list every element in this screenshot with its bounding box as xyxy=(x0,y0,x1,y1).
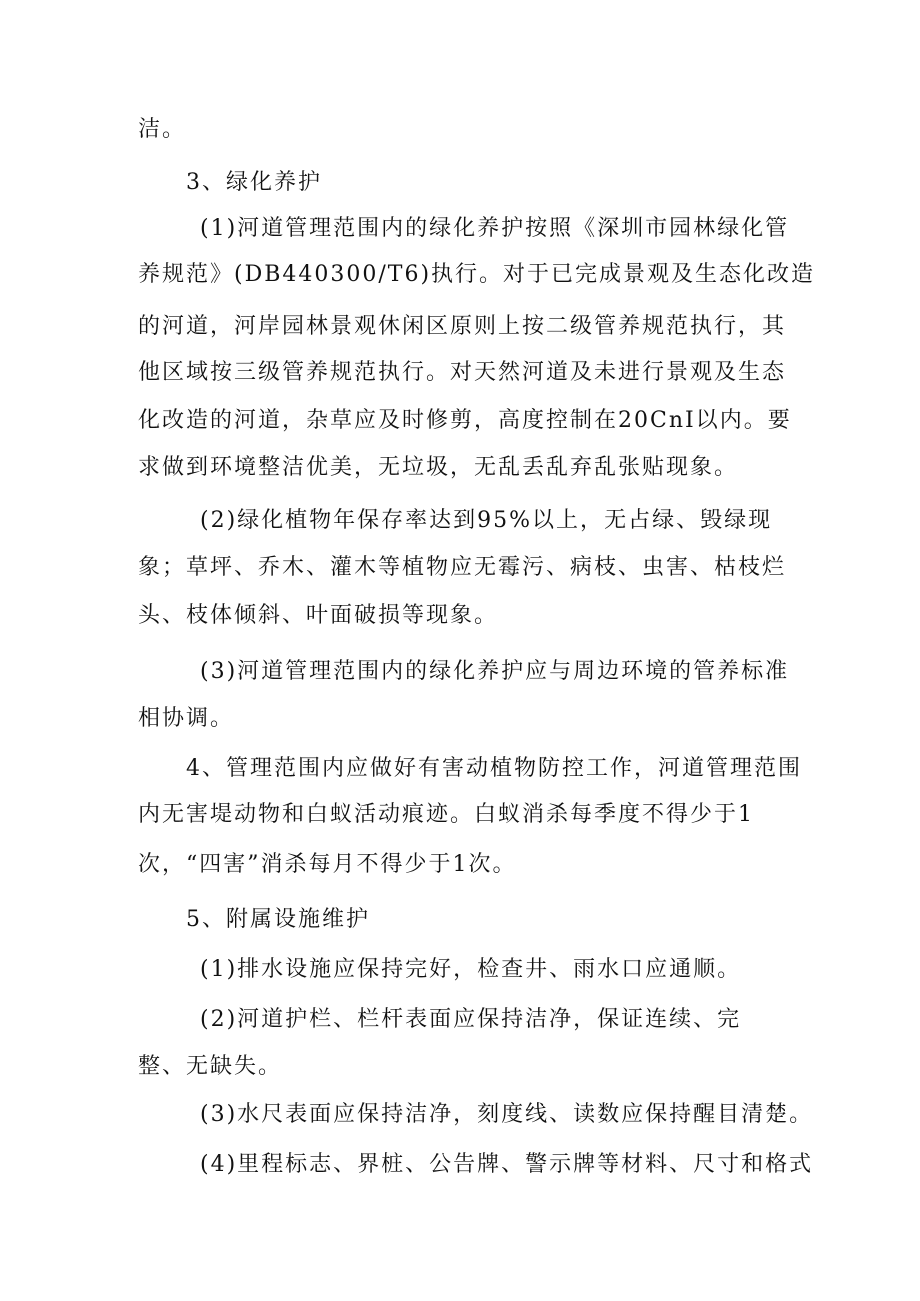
text-line: 象；草坪、乔木、灌木等植物应无霉污、病枝、虫害、枯枝烂 xyxy=(138,555,787,580)
text-line: 内无害堤动物和白蚁活动痕迹。白蚁消杀每季度不得少于1 xyxy=(138,802,754,827)
text-line: 的河道，河岸园林景观休闲区原则上按二级管养规范执行，其 xyxy=(138,314,787,339)
text-line: 头、枝体倾斜、叶面破损等现象。 xyxy=(138,603,499,628)
text-line: 求做到环境整洁优美，无垃圾，无乱丢乱弃乱张贴现象。 xyxy=(138,455,739,480)
text-line: (3)河道管理范围内的绿化养护应与周边环境的管养标准 xyxy=(200,659,790,684)
text-line: (4)里程标志、界桩、公告牌、警示牌等材料、尺寸和格式 xyxy=(200,1152,814,1177)
text-line: 洁。 xyxy=(138,117,187,142)
text-line: (1)河道管理范围内的绿化养护按照《深圳市园林绿化管 xyxy=(200,216,790,241)
text-line: 相协调。 xyxy=(138,706,235,731)
section-heading: 4、管理范围内应做好有害动植物防控工作，河道管理范围 xyxy=(186,756,802,781)
text-line: (2)河道护栏、栏杆表面应保持洁净，保证连续、完 xyxy=(200,1007,742,1032)
text-line: 养规范》(DB440300/T6)执行。对于已完成景观及生态化改造 xyxy=(138,262,816,287)
text-line: (1)排水设施应保持完好，检查井、雨水口应通顺。 xyxy=(200,957,742,982)
text-line: 他区域按三级管养规范执行。对天然河道及未进行景观及生态 xyxy=(138,360,787,385)
section-heading: 5、附属设施维护 xyxy=(186,907,370,932)
text-line: (3)水尺表面应保持洁净，刻度线、读数应保持醒目清楚。 xyxy=(200,1102,814,1127)
text-line: (2)绿化植物年保存率达到95%以上，无占绿、毁绿现 xyxy=(200,508,773,533)
text-line: 次，“四害”消杀每月不得少于1次。 xyxy=(138,852,517,877)
text-line: 整、无缺失。 xyxy=(138,1054,283,1079)
text-line: 化改造的河道，杂草应及时修剪，高度控制在20CnI以内。要 xyxy=(138,408,792,433)
section-heading: 3、绿化养护 xyxy=(186,170,322,195)
